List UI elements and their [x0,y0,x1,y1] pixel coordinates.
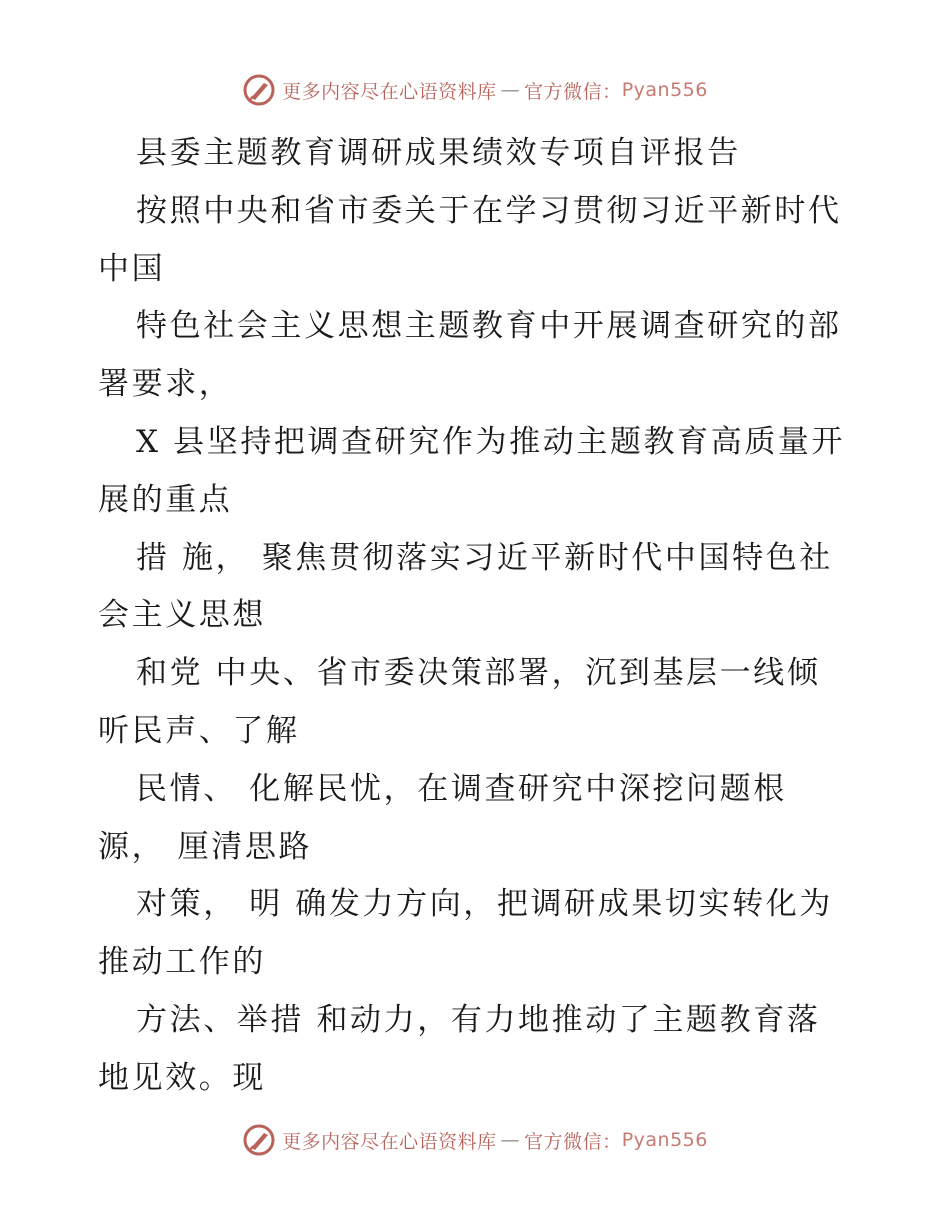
document-line: 中国 [98,250,166,287]
document-line: 对策， 明 确发力方向，把调研成果切实转化为 [136,886,833,923]
banner-separator: — [500,1129,521,1151]
document-line: X 县坚持把调查研究作为推动主题教育高质量开 [136,423,846,460]
banner-contact-label: 官方微信： [524,80,622,103]
document-line: 推动工作的 [98,944,266,981]
banner-wechat-handle: Pyan556 [621,79,708,101]
document-line: 会主义思想 [98,597,266,634]
document-line: 署要求， [98,366,233,403]
document-line: 和党 中央、省市委决策部署，沉到基层一线倾 [136,655,821,692]
document-line: 方法、举措 和动力，有力地推动了主题教育落 [136,1001,821,1038]
banner-contact-label: 官方微信： [524,1130,622,1153]
document-line: 措 施， 聚焦贯彻落实习近平新时代中国特色社 [136,539,833,576]
document-line: 民情、 化解民忧，在调查研究中深挖问题根 [136,770,787,807]
document-title: 县委主题教育调研成果绩效专项自评报告 [136,135,741,171]
document-line: 源， 厘清思路 [98,828,313,865]
banner-wechat-handle: Pyan556 [621,1129,708,1151]
banner-text: 更多内容尽在心语资料库 [282,80,497,103]
quill-pen-circle-icon [242,73,276,107]
banner-text: 更多内容尽在心语资料库 [282,1130,497,1153]
header-banner [0,70,950,110]
quill-pen-circle-icon [242,1123,276,1157]
document-body [98,125,858,1108]
footer-banner [0,1120,950,1160]
banner-separator: — [500,79,521,101]
document-line: 按照中央和省市委关于在学习贯彻习近平新时代 [136,192,842,229]
document-line: 地见效。现 [98,1059,266,1096]
document-line: 特色社会主义思想主题教育中开展调查研究的部 [136,308,842,345]
document-line: 展的重点 [98,481,233,518]
document-line: 听民声、了解 [98,712,300,749]
